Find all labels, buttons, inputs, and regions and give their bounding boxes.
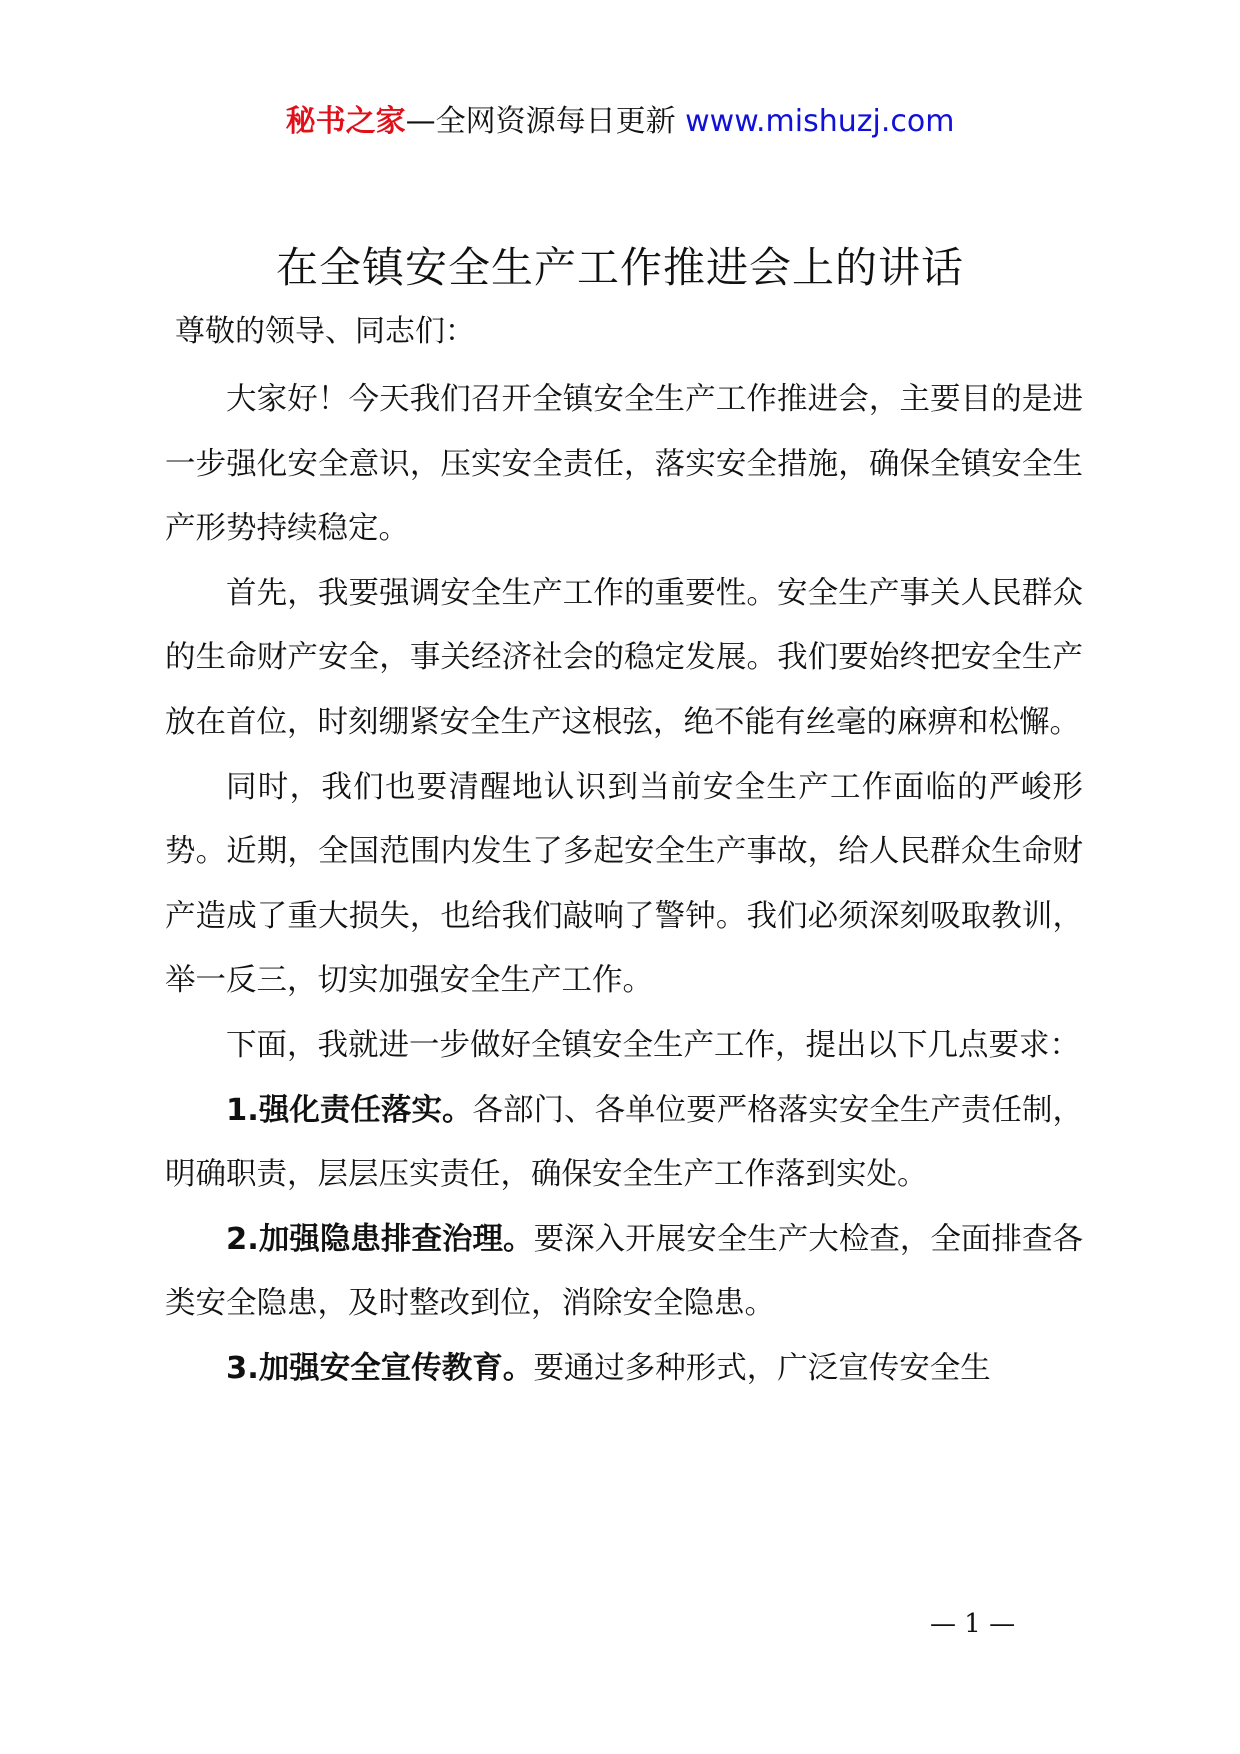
requirement-heading: 2.加强隐患排查治理。 [226,1221,534,1257]
paragraph-importance: 首先，我要强调安全生产工作的重要性。安全生产事关人民群众的生命财产安全，事关经济社会的稳定发展。我们要始终把安全生产放在首位，时刻绷紧安全生产这根弦，绝不能有丝毫的麻痹和松懈。 [165,575,1083,740]
paragraph-opening: 大家好！今天我们召开全镇安全生产工作推进会，主要目的是进一步强化安全意识，压实安全责任，落实安全措施，确保全镇安全生产形势持续稳定。 [165,382,1083,547]
salutation: 尊敬的领导、同志们： [175,314,475,349]
requirement-heading: 1.强化责任落实。 [226,1092,473,1128]
document-title: 在全镇安全生产工作推进会上的讲话 [275,243,964,292]
header-tagline: —全网资源每日更新 [405,104,686,139]
paragraph-situation: 同时，我们也要清醒地认识到当前安全生产工作面临的严峻形势。近期，全国范围内发生了多起安全生产事故，给人民群众生命财产造成了重大损失，也给我们敲响了警钟。我们必须深刻吸取教训，举一反三，切实加强安全生产工作。 [165,769,1083,999]
requirement-item [165,1079,1083,1208]
requirement-item [165,1337,1083,1402]
brand-name: 秘书之家 [285,104,406,139]
requirement-text: 要深入开展安全生产大检查，全面排查各类安全隐患，及时整改到位，消除安全隐患。 [165,1221,1083,1322]
site-url-link[interactable]: www.mishuzj.com [685,104,955,139]
requirement-text: 各部门、各单位要严格落实安全生产责任制，明确职责，层层压实责任，确保安全生产工作落到实处。 [165,1092,1083,1193]
site-header [0,100,1240,144]
document-body [165,368,1083,1402]
paragraph-requirements-intro: 下面，我就进一步做好全镇安全生产工作，提出以下几点要求： [226,1027,1080,1063]
requirement-item [165,1208,1083,1337]
page-number: — 1 — [930,1609,1016,1639]
requirement-text: 要通过多种形式，广泛宣传安全生 [533,1350,991,1386]
requirement-heading: 3.加强安全宣传教育。 [226,1350,534,1386]
